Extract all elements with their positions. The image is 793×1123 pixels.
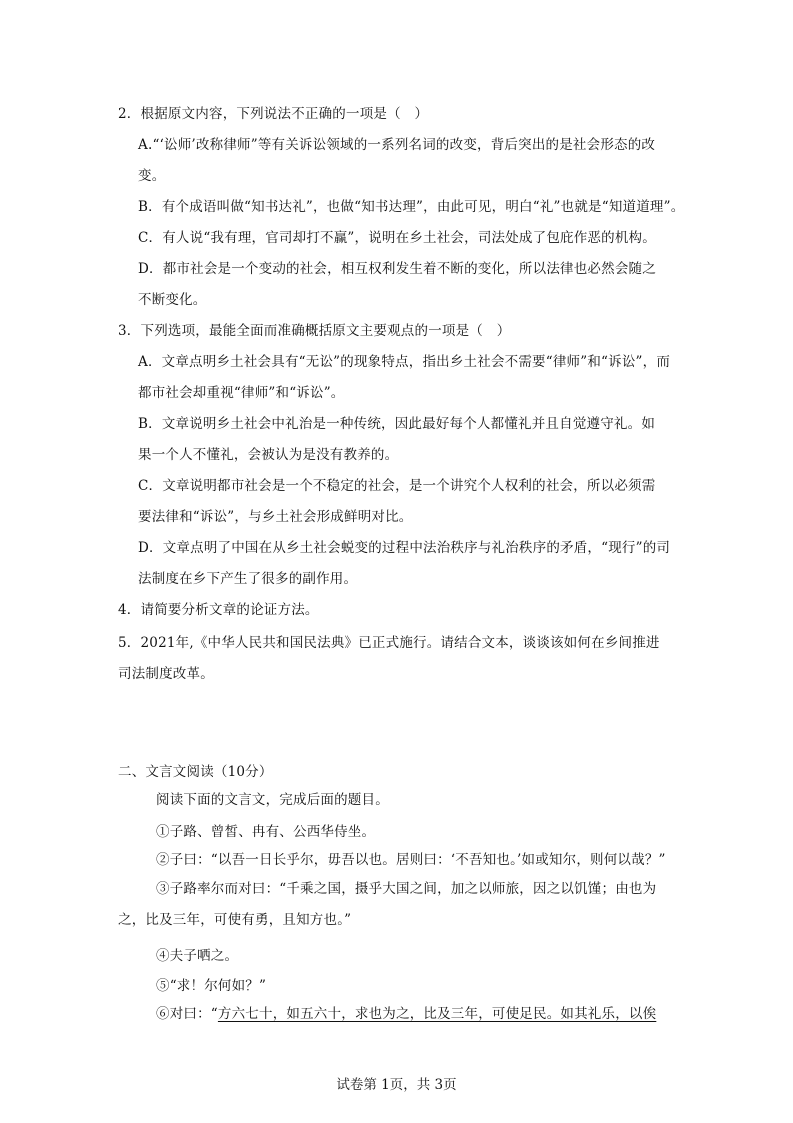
section-heading: 二、文言文阅读（10分） xyxy=(118,764,273,780)
passage-paragraph-6-prefix: ⑥对曰：“ xyxy=(156,1006,218,1022)
q3-option-b-line2: 果一个人不懂礼，会被认为是没有教养的。 xyxy=(138,447,399,463)
q5-stem-line2: 司法制度改革。 xyxy=(118,666,214,682)
q3-option-d-line2: 法制度在乡下产生了很多的副作用。 xyxy=(138,571,358,587)
passage-paragraph-4: ④夫子哂之。 xyxy=(156,948,239,964)
page-footer: 试卷第 1页，共 3页 xyxy=(336,1077,457,1093)
passage-paragraph-3-line2: 之，比及三年，可使有勇，且知方也。” xyxy=(118,912,352,928)
passage-paragraph-1: ①子路、曾皙、冉有、公西华侍坐。 xyxy=(156,824,376,840)
q3-stem: 3．下列选项，最能全面而准确概括原文主要观点的一项是（ ） xyxy=(118,323,511,339)
passage-paragraph-5: ⑤“求！尔何如？” xyxy=(156,978,267,994)
q3-option-a-line1: A．文章点明乡土社会具有“无讼”的现象特点，指出乡土社会不需要“律师”和“诉讼”，而 xyxy=(138,354,671,370)
q5-stem-line1: 5．2021年,《中华人民共和国民法典》已正式施行。请结合文本，谈谈该如何在乡间推进 xyxy=(118,635,660,651)
q4-stem: 4．请简要分析文章的论证方法。 xyxy=(118,602,319,618)
q3-option-d-line1: D．文章点明了中国在从乡土社会蜕变的过程中法治秩序与礼治秩序的矛盾，“现行”的司 xyxy=(138,540,671,556)
passage-paragraph-6 xyxy=(156,1004,656,1024)
passage-paragraph-6-underlined: 方六七十，如五六十，求也为之，比及三年，可使足民。如其礼乐，以俟 xyxy=(217,1006,657,1022)
q2-option-d-line1: D．都市社会是一个变动的社会，相互权利发生着不断的变化，所以法律也必然会随之 xyxy=(138,261,656,277)
q2-option-d-line2: 不断变化。 xyxy=(138,292,207,308)
section-instruction: 阅读下面的文言文，完成后面的题目。 xyxy=(156,792,389,808)
passage-paragraph-3-line1: ③子路率尔而对曰：“千乘之国，摄乎大国之间，加之以师旅，因之以饥馑；由也为 xyxy=(156,881,657,897)
q3-option-c-line2: 要法律和“诉讼”，与乡土社会形成鲜明对比。 xyxy=(138,509,413,525)
q2-option-a-line1: A.“‘讼师’改称律师”等有关诉讼领域的一系列名词的改变，背后突出的是社会形态的改 xyxy=(138,137,656,153)
passage-paragraph-2: ②子曰：“以吾一日长乎尔，毋吾以也。居则曰：‘不吾知也。’如或知尔，则何以哉？” xyxy=(156,852,666,868)
q2-option-c: C．有人说“我有理，官司却打不赢”，说明在乡土社会，司法处成了包庇作恶的机构。 xyxy=(138,230,656,246)
q2-option-a-line2: 变。 xyxy=(138,168,166,184)
q2-option-b: B．有个成语叫做“知书达礼”，也做“知书达理”，由此可见，明白“礼”也就是“知道道理”。 xyxy=(138,199,685,215)
q2-stem: 2．根据原文内容，下列说法不正确的一项是（ ） xyxy=(118,106,429,122)
q3-option-b-line1: B．文章说明乡土社会中礼治是一种传统，因此最好每个人都懂礼并且自觉遵守礼。如 xyxy=(138,416,656,432)
q3-option-a-line2: 都市社会却重视“律师”和“诉讼”。 xyxy=(138,385,345,401)
q3-option-c-line1: C．文章说明都市社会是一个不稳定的社会，是一个讲究个人权利的社会，所以必须需 xyxy=(138,478,656,494)
